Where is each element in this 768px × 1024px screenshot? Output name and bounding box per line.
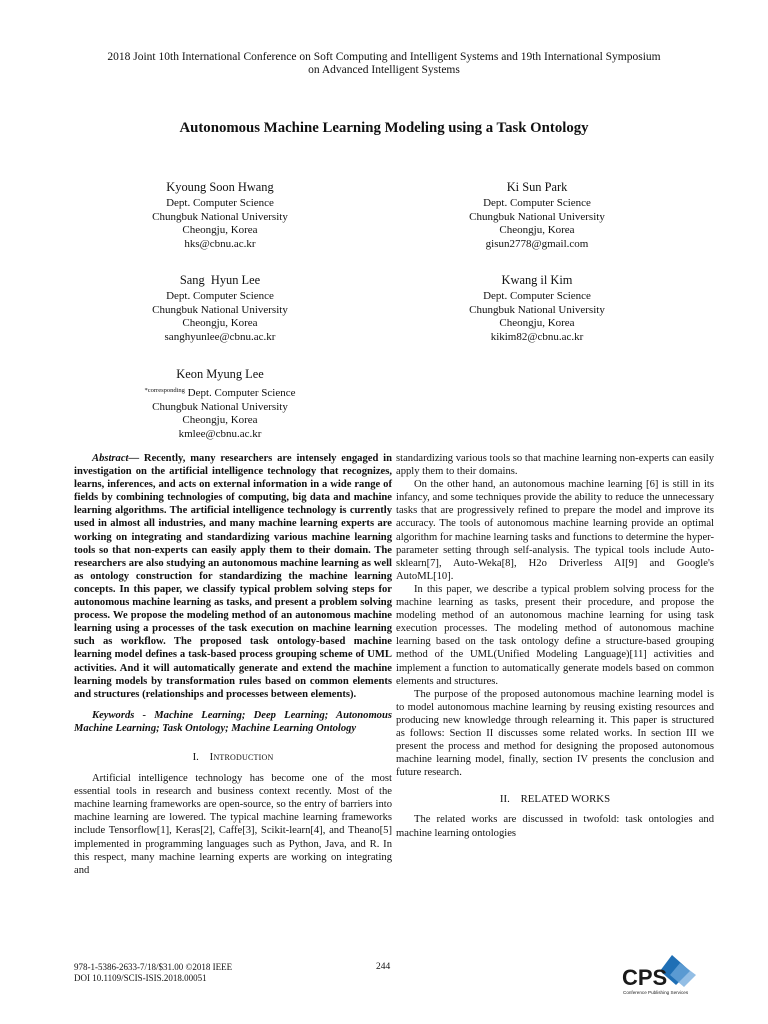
author-city: Cheongju, Korea bbox=[182, 317, 258, 330]
right-paragraph-continued: standardizing various tools so that machine learning non-experts can easily apply them to their domains. bbox=[396, 453, 715, 478]
logo-subtext: Conference Publishing Services bbox=[623, 990, 689, 995]
left-column bbox=[74, 452, 392, 877]
author-dept-line bbox=[70, 384, 370, 401]
keywords: Keywords - Machine Learning; Deep Learning; Autonomous Machine Learning; Task Ontology; Machine Learning Ontology bbox=[74, 709, 392, 734]
author-dept: Dept. Computer Science bbox=[483, 290, 591, 302]
author-name: Ki Sun Park bbox=[506, 180, 568, 194]
conference-line-1: 2018 Joint 10th International Conference on Soft Computing and Intelligent Systems and 19th International Symposium bbox=[107, 51, 661, 63]
abstract bbox=[74, 452, 392, 701]
logo-text: CPS bbox=[622, 965, 668, 990]
related-paragraph-1: The related works are discussed in twofold: task ontologies and machine learning ontologies bbox=[396, 814, 714, 839]
footer-copyright bbox=[74, 962, 232, 983]
abstract-dash: — bbox=[128, 453, 144, 464]
author-univ: Chungbuk National University bbox=[152, 210, 288, 223]
author-name: Keon Myung Lee bbox=[176, 367, 264, 381]
right-paragraph-3: The purpose of the proposed autonomous machine learning model is to model autonomous machine learning by reusing existing resources and producing new knowledge through relearning it. This paper is structured as follows: Section II discusses some related works. In section III we present the process and method for designing the proposed autonomous machine learning model, finally, section IV presents the conclusion and future research. bbox=[396, 688, 714, 779]
abstract-lead: Abstract bbox=[92, 453, 129, 464]
author-city: Cheongju, Korea bbox=[182, 224, 258, 237]
author-univ: Chungbuk National University bbox=[152, 400, 288, 413]
footer-isbn: 978-1-5386-2633-7/18/$31.00 ©2018 IEEE bbox=[74, 962, 233, 972]
author-block-2 bbox=[387, 180, 687, 251]
author-name: Kyoung Soon Hwang bbox=[166, 180, 274, 194]
author-city: Cheongju, Korea bbox=[182, 414, 258, 427]
conference-line-2: on Advanced Intelligent Systems bbox=[308, 64, 460, 76]
author-dept: Dept. Computer Science bbox=[187, 387, 296, 399]
author-email[interactable]: hks@cbnu.ac.kr bbox=[184, 237, 256, 250]
abstract-text: Recently, many researchers are intensely engaged in investigation on the artificial intelligence technology that recognizes, learns, inferences, and acts on external information in a wide range of fields by combining technologies of computing, big data and machine learning algorithms. The artificial intelligence technology is currently used in almost all industries, and many machine learning experts are working on integrating and standardizing various machine learning tools so that non-experts can easily apply them to their domain. The researchers are also studying an autonomous machine learning as well as ontology construction for standardizing the machine learning concepts. In this paper, we classify typical problem solving steps for autonomous machine learning as tasks, and present a problem solving process. We propose the modeling method of an autonomous machine learning using a processes of the task execution on machine learning such as workflow. The proposed task ontology-based machine learning model defines a task-based process grouping scheme of UML activities. And it will automatically generate and extend the machine learning models by transformation rules based on common elements and structures (relationships and processes between elements). bbox=[74, 453, 393, 700]
page-number: 244 bbox=[376, 962, 391, 972]
author-dept: Dept. Computer Science bbox=[483, 197, 591, 209]
right-paragraph-2: In this paper, we describe a typical problem solving process for the machine learning as tasks, present their procedure, and propose the modeling method of an autonomous machine learning for using task execution processes. The modeling method of autonomous machine learning based on the task ontology define a structure-based grouping method of the UML(Unified Modeling Language)[11] activities and implement a function to automatically generate models based on common elements and structures. bbox=[396, 583, 714, 687]
author-univ: Chungbuk National University bbox=[152, 303, 288, 316]
author-dept: Dept. Computer Science bbox=[166, 197, 274, 209]
paper-title: Autonomous Machine Learning Modeling using a Task Ontology bbox=[179, 120, 589, 136]
author-city: Cheongju, Korea bbox=[499, 224, 575, 237]
author-block-3 bbox=[70, 273, 370, 344]
section-title: RELATED WORKS bbox=[520, 793, 611, 806]
author-block-1 bbox=[70, 180, 370, 251]
author-univ: Chungbuk National University bbox=[469, 210, 605, 223]
right-paragraph-1: On the other hand, an autonomous machine learning [6] is still in its infancy, and some techniques provide the ability to reduce the unnecessary tasks that are progressively refined to prepare the model and improve its accuracy. The tools of autonomous machine learning provide an optimal algorithm for machine learning tasks and functions to determine the hyper-parameter setting through self-analysis. The typical tools include Auto-sklearn[7], Auto-Weka[8], H2o Driverless AI[9] and Google's AutoML[10]. bbox=[396, 479, 714, 582]
cps-logo-icon bbox=[620, 953, 700, 999]
author-email[interactable]: kmlee@cbnu.ac.kr bbox=[178, 427, 262, 440]
footer-doi: DOI 10.1109/SCIS-ISIS.2018.00051 bbox=[74, 972, 207, 983]
section-title: Introduction bbox=[209, 750, 274, 763]
author-email[interactable]: kikim82@cbnu.ac.kr bbox=[490, 330, 584, 343]
author-block-5 bbox=[70, 367, 370, 441]
author-dept: Dept. Computer Science bbox=[166, 290, 274, 302]
corresponding-mark: *corresponding bbox=[144, 387, 185, 394]
section-number: I. bbox=[192, 750, 199, 763]
intro-paragraph-1: Artificial intelligence technology has become one of the most essential tools in research and business context recently. Most of the machine learning frameworks are open-source, so the entry of barriers into machine learning are lowered. The typical machine learning frameworks include Tensorflow[1], Keras[2], Caffe[3], Scikit-learn[4], and Theano[5] implemented in programming languages such as Python, Java, and R. In this respect, many machine learning experts are working on integrating and bbox=[74, 773, 392, 876]
author-block-4 bbox=[387, 273, 687, 344]
author-email[interactable]: sanghyunlee@cbnu.ac.kr bbox=[164, 330, 276, 343]
author-name: Sang Hyun Lee bbox=[179, 273, 261, 287]
author-univ: Chungbuk National University bbox=[469, 303, 605, 316]
conference-header bbox=[40, 51, 728, 77]
author-city: Cheongju, Korea bbox=[499, 317, 575, 330]
right-column bbox=[396, 452, 714, 840]
author-name: Kwang il Kim bbox=[501, 273, 573, 287]
section-heading-related-works bbox=[396, 793, 714, 806]
author-email[interactable]: gisun2778@gmail.com bbox=[485, 237, 589, 250]
section-heading-introduction bbox=[74, 751, 392, 764]
section-number: II. bbox=[499, 793, 510, 806]
